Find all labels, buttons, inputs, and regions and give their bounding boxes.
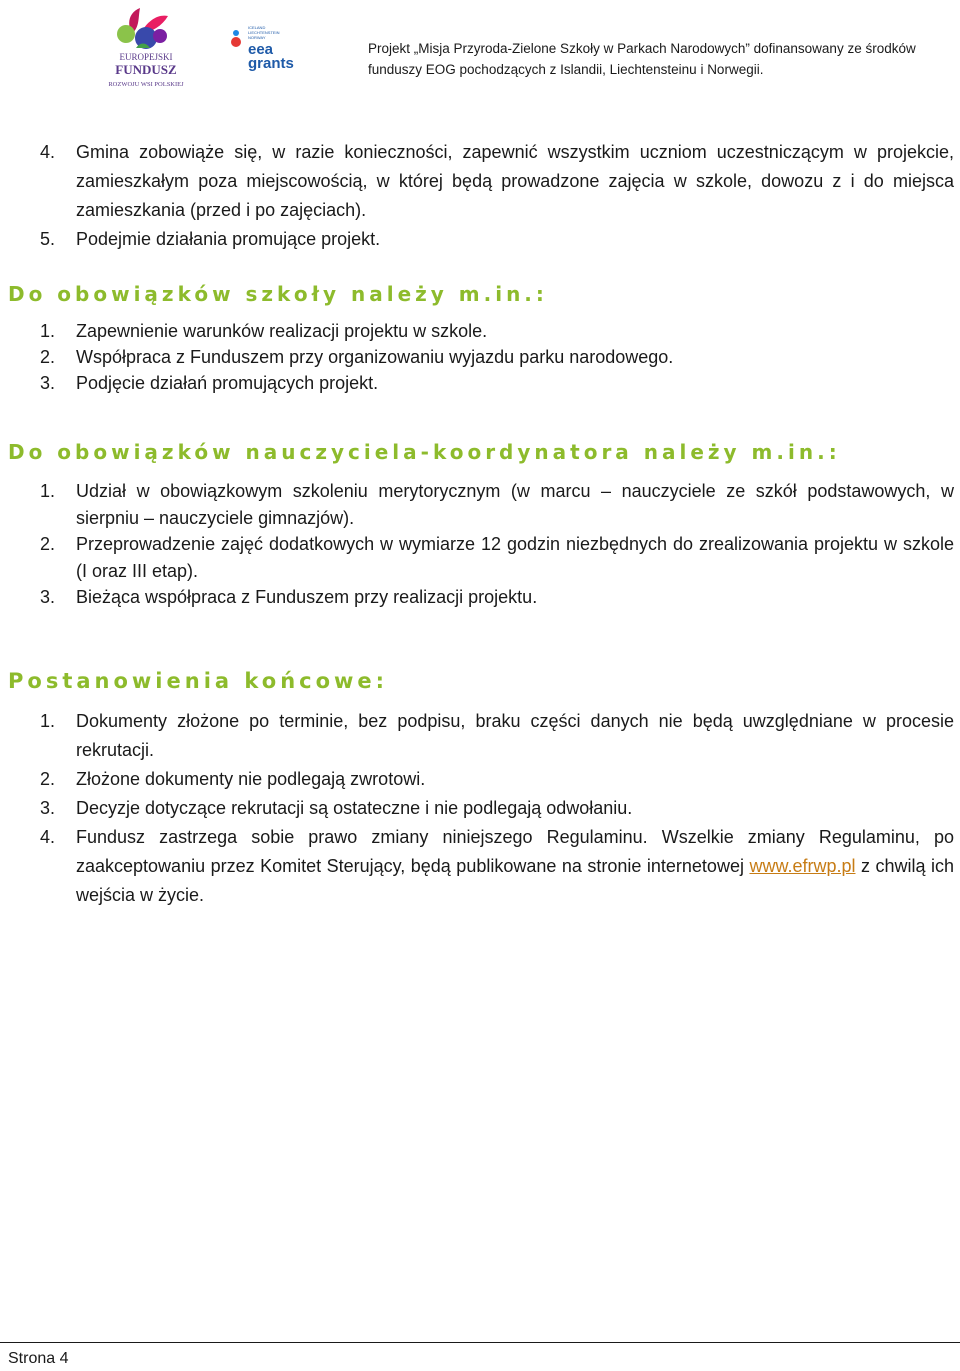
final-provisions-list bbox=[0, 707, 960, 910]
efrwp-logo-line2: FUNDUSZ bbox=[115, 62, 177, 77]
list-number: 2. bbox=[40, 347, 56, 367]
list-item bbox=[0, 823, 960, 910]
efrwp-logo-line1: EUROPEJSKI bbox=[119, 52, 173, 62]
list-text: Podejmie działania promujące projekt. bbox=[76, 229, 381, 249]
list-number: 2. bbox=[40, 768, 56, 789]
list-number: 3. bbox=[40, 797, 56, 818]
list-item bbox=[0, 344, 960, 370]
eea-logo-main2: grants bbox=[248, 55, 294, 72]
document-body bbox=[0, 138, 960, 910]
school-duties-list bbox=[0, 318, 960, 396]
list-number: 2. bbox=[40, 534, 56, 554]
list-number: 5. bbox=[40, 229, 56, 249]
eea-grants-logo bbox=[228, 22, 300, 72]
list-number: 3. bbox=[40, 587, 56, 607]
eea-logo-main1: eea bbox=[248, 41, 274, 58]
eea-logo-small3: NORWAY bbox=[248, 35, 266, 40]
final-provisions-heading: Postanowienia końcowe: bbox=[8, 668, 389, 693]
list-number: 3. bbox=[40, 373, 56, 393]
list-number: 4. bbox=[40, 826, 56, 847]
list-item bbox=[0, 765, 960, 794]
teacher-duties-heading: Do obowiązków nauczyciela-koordynatora należy m.in.: bbox=[8, 440, 841, 464]
list-item bbox=[0, 584, 960, 611]
page-header bbox=[0, 0, 960, 100]
list-number: 1. bbox=[40, 481, 56, 501]
teacher-duties-list bbox=[0, 478, 960, 611]
list-item bbox=[0, 531, 960, 584]
intro-list bbox=[0, 138, 960, 254]
list-text: Udział w obowiązkowym szkoleniu merytorycznym (w marcu – nauczyciele ze szkół podstawowych, w sierpniu – nauczyciele gimnazjów). bbox=[76, 481, 954, 528]
list-text: Fundusz zastrzega sobie prawo zmiany niniejszego Regulaminu. Wszelkie zmiany Regulaminu, po zaakceptowaniu przez Komitet Sterujący, będą publikowane na stronie internetowej bbox=[76, 826, 954, 876]
footer-divider bbox=[0, 1342, 960, 1343]
list-item bbox=[0, 370, 960, 396]
list-item bbox=[0, 318, 960, 344]
list-number: 1. bbox=[40, 321, 56, 341]
list-item bbox=[0, 794, 960, 823]
list-text: Bieżąca współpraca z Funduszem przy realizacji projektu. bbox=[76, 587, 538, 607]
list-text-tail: z chwilą ich wejścia w życie. bbox=[76, 855, 954, 905]
eea-logo-small2: LIECHTENSTEIN bbox=[248, 30, 280, 35]
list-text: Złożone dokumenty nie podlegają zwrotowi. bbox=[76, 768, 426, 789]
list-item bbox=[0, 478, 960, 531]
project-info-line2: funduszy EOG pochodzących z Islandii, Liechtensteinu i Norwegii. bbox=[368, 62, 764, 77]
list-text: Dokumenty złożone po terminie, bez podpisu, braku części danych nie będą uwzględniane w procesie rekrutacji. bbox=[76, 710, 954, 760]
eea-logo-small1: ICELAND bbox=[248, 25, 266, 30]
efrwp-logo-line3: ROZWOJU WSI POLSKIEJ bbox=[108, 81, 184, 88]
list-item bbox=[0, 138, 960, 225]
efrwp-website-link[interactable]: www.efrwp.pl bbox=[749, 855, 856, 876]
list-text: Podjęcie działań promujących projekt. bbox=[76, 373, 379, 393]
school-duties-heading: Do obowiązków szkoły należy m.in.: bbox=[8, 282, 548, 306]
project-info bbox=[368, 38, 948, 80]
list-item bbox=[0, 225, 960, 254]
project-info-line1: Projekt „Misja Przyroda-Zielone Szkoły w Parkach Narodowych” dofinansowany ze środków bbox=[368, 41, 916, 56]
list-text: Współpraca z Funduszem przy organizowaniu wyjazdu parku narodowego. bbox=[76, 347, 674, 367]
list-text: Zapewnienie warunków realizacji projektu w szkole. bbox=[76, 321, 488, 341]
page-number: Strona 4 bbox=[8, 1350, 69, 1367]
list-item bbox=[0, 707, 960, 765]
list-number: 4. bbox=[40, 142, 56, 162]
list-text: Decyzje dotyczące rekrutacji są ostateczne i nie podlegają odwołaniu. bbox=[76, 797, 633, 818]
list-number: 1. bbox=[40, 710, 56, 731]
efrwp-logo bbox=[96, 4, 196, 92]
list-text: Gmina zobowiąże się, w razie konieczności, zapewnić wszystkim uczniom uczestniczącym w projekcie, zamieszkałym poza miejscowością, w której będą prowadzone zajęcia w szkole, dowozu z i do miejsca zamieszkania (przed i po zajęciach). bbox=[76, 142, 954, 220]
list-text: Przeprowadzenie zajęć dodatkowych w wymiarze 12 godzin niezbędnych do zrealizowania projektu w szkole (I oraz III etap). bbox=[76, 534, 954, 581]
